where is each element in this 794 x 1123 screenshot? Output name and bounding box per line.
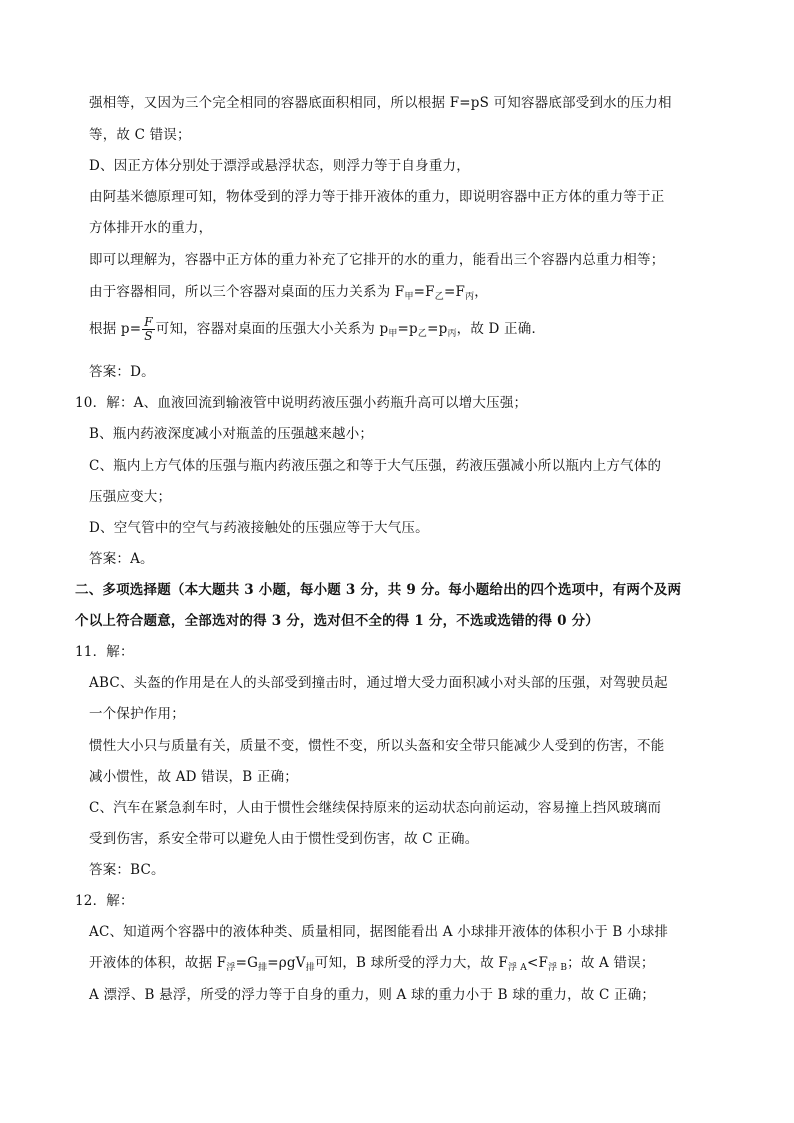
text-line: C、汽车在紧急刹车时，人由于惯性会继续保持原来的运动状态向前运动，容易撞上挡风玻璃而 bbox=[89, 800, 662, 816]
text-line-force-relation: 由于容器相同，所以三个容器对桌面的压力关系为 $F_甲=F_乙=F_丙$， bbox=[89, 284, 488, 302]
text-line: 即可以理解为，容器中正方体的重力补充了它排开的水的重力，能看出三个容器内总重力相等； bbox=[89, 252, 665, 268]
text-line-buoyancy-formula: 开液体的体积，故据 $F_浮=G_排=\rho gV_排$可知，B 球所受的浮力大，故 $F_{浮 A}<F_{浮 B}$；故 A 错误； bbox=[89, 955, 655, 973]
text-line-pressure-formula: 根据 p= $\frac{F}{S}$ 可知，容器对桌面的压强大小关系为 $p_甲=p_乙=p_丙$，故 D 正确． bbox=[89, 315, 546, 343]
text-line: 受到伤害，系安全带可以避免人由于惯性受到伤害，故 C 正确。 bbox=[89, 831, 479, 847]
question-heading: 10．解：A、血液回流到输液管中说明药液压强小药瓶升高可以增大压强； bbox=[75, 395, 528, 411]
text-line: B、瓶内药液深度减小对瓶盖的压强越来越小； bbox=[89, 426, 374, 442]
answer-line: 答案：A。 bbox=[89, 551, 154, 567]
question-heading: 12．解： bbox=[75, 893, 134, 909]
answer-line: 答案：D。 bbox=[89, 364, 155, 380]
text-line: 等，故 C 错误； bbox=[89, 127, 191, 143]
text-line: 减小惯性，故 AD 错误，B 正确； bbox=[89, 769, 298, 785]
fraction: $\frac{F}{S}$ bbox=[144, 315, 153, 343]
section-heading: 个以上符合题意，全部选对的得 3 分，选对但不全的得 1 分，不选或选错的得 0 分） bbox=[75, 613, 599, 629]
text-line: AC、知道两个容器中的液体种类、质量相同，据图能看出 A 小球排开液体的体积小于 B 小球排 bbox=[89, 924, 669, 940]
text-line: ABC、头盔的作用是在人的头部受到撞击时，通过增大受力面积减小对头部的压强，对驾驶员起 bbox=[89, 675, 668, 691]
text-line: 惯性大小只与质量有关，质量不变，惯性不变，所以头盔和安全带只能减少人受到的伤害，不能 bbox=[89, 738, 665, 754]
text-line: A 漂浮、B 悬浮，所受的浮力等于自身的重力，则 A 球的重力小于 B 球的重力，故 C 正确； bbox=[89, 987, 656, 1003]
text-line: D、空气管中的空气与药液接触处的压强应等于大气压。 bbox=[89, 520, 429, 536]
text-line: D、因正方体分别处于漂浮或悬浮状态，则浮力等于自身重力， bbox=[89, 158, 470, 174]
text-line: 由阿基米德原理可知，物体受到的浮力等于排开液体的重力，即说明容器中正方体的重力等于正 bbox=[89, 189, 665, 205]
text-line: 强相等，又因为三个完全相同的容器底面积相同，所以根据 F=pS 可知容器底部受到水的压力相 bbox=[89, 95, 672, 111]
text-line: 一个保护作用； bbox=[89, 706, 185, 722]
section-heading: 二、多项选择题（本大题共 3 小题，每小题 3 分，共 9 分。每小题给出的四个选项中，有两个及两 bbox=[75, 582, 682, 598]
text-line: 压强应变大； bbox=[89, 489, 172, 505]
text-line: C、瓶内上方气体的压强与瓶内药液压强之和等于大气压强，药液压强减小所以瓶内上方气体的 bbox=[89, 458, 662, 474]
answer-line: 答案：BC。 bbox=[89, 862, 165, 878]
text-line: 方体排开水的重力， bbox=[89, 220, 213, 236]
question-heading: 11．解： bbox=[75, 644, 134, 660]
